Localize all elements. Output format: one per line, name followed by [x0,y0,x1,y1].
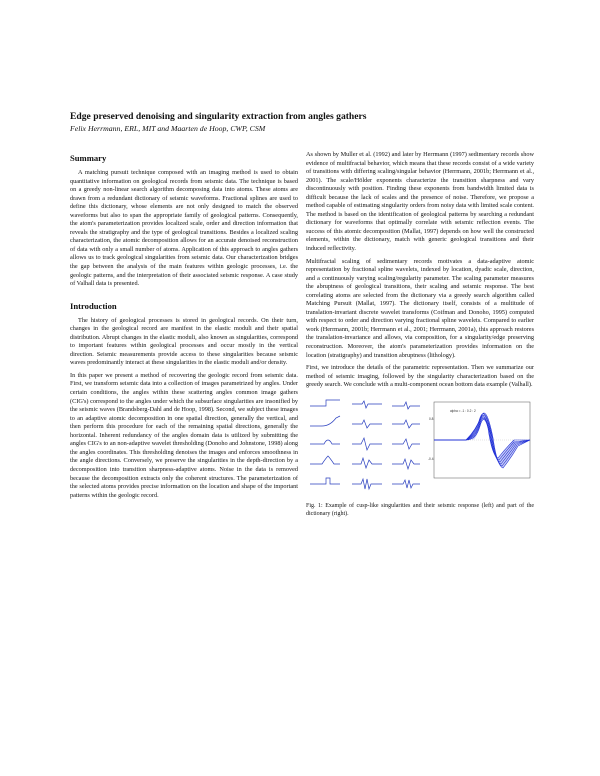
summary-text: A matching pursuit technique composed with an imaging method is used to obtain quantitative information on geological records from seismic data. The technique is based on a greedy non-linear search algorithm decomposing data into atoms. These atoms are drawn from a redundant dictionary of seismic waveforms. Fractional splines are used to define this dictionary, whose elements are not only designed to match the observed waveforms but also to span the appropriate family of geological patterns. Consequently, the atom's parameterization provides localized scale, order and direction information that reveals the stratigraphy and the type of geological transitions. Besides a localized scaling characterization, the atomic decomposition allows for an accurate denoised reconstruction of data with only a small number of atoms. Application of this approach to angles gathers allows us to track geological singularities from seismic data. Our characterization bridges the gap between the analysis of the main features within geologic processes, i.e. the geologic patterns, and the interpretation of their associated seismic response. A case study of Valhall data is presented. [70,169,298,288]
left-column [70,151,298,504]
cusp-response-1 [352,401,382,408]
dictionary-curve-3 [434,417,530,462]
alpha-range-label: alpha = -1 : 0.2 : 2 [450,408,476,413]
dictionary-curve-2 [434,418,530,460]
cusp-response-2 [352,420,382,428]
dictionary-curve-1 [434,419,530,458]
right-paragraph-1: As shown by Muller et al. (1992) and later by Herrmann (1997) sedimentary records show evidence of multifractal behavior, which means that these records consist of a wide variety of transitions with differing scaling/singular behavior (Herrmann, 2001b; Herrmann et al., 2001). The scale/Hölder exponents characterize the transition sharpness and vary discontinuously with position. Finding these exponents from bandwidth limited data is difficult because the lack of scales and the presence of noise. Therefore, we propose a method capable of estimating singularity orders from noisy data with limited scale content. The method is based on the identification of geological patterns by searching a redundant dictionary for waveforms that optimally correlate with seismic reflection events. The success of this atomic decomposition (Mallat, 1997) depends on how well the constructed elements, within the dictionary, match with generic geological transitions and their induced reflectivity. [306,151,534,253]
cusp-profile-3 [310,440,340,444]
tick-top: 0.8 [429,416,434,421]
dictionary-wave-3 [392,439,420,449]
introduction-paragraph-2: In this paper we present a method of recovering the geologic record from seismic data. First, we transform seismic data into a collection of images parametrized by angles. Under certain conditions, the angles within these scattering angles common image gathers (CIG's) correspond to the angles under which the subsurface singularities are insonified by the seismic waves (Brandsberg-Dahl and de Hoop, 1998). Second, we subject these images to an adaptive atomic decomposition in one spatial direction, generally the vertical, and then perform this procedure for each of the remaining spatial directions, generally the horizontal. Inherent redundancy of the angles domain data is utilized by submitting the angles CIG's to an non-adaptive wavelet thresholding (Donoho and Johnstone, 1998) along the angles coordinates. This thresholding denoises the images and enforces smoothness in the angle directions. Conversely, we preserve the singularities in the depth-direction by a decomposition into transition sharpness-adaptive atoms. Noise in the data is removed because the decomposition extracts only the coherent structures. The parameterization of the selected atoms provides precise information on the location and shape of the important patterns within the geologic record. [70,371,298,499]
cusp-profile-4 [310,456,340,464]
introduction-paragraph-1: The history of geological processes is stored in geological records. On their turn, changes in the geological record are manifest in the elastic moduli and their spatial distribution. Abrupt changes in the elastic moduli, also known as singularities, correspond to important features within geological processes and occur mostly in the vertical direction. Seismic measurements provide access to these singularities because seismic waves predominantly interact at these singularities in the elastic moduli and/or density. [70,316,298,367]
introduction-heading: Introduction [70,300,117,311]
summary-heading: Summary [70,153,107,163]
cusp-profile-1 [310,400,340,406]
cusp-response-5 [352,479,382,489]
cusp-singularities-plot [306,398,424,498]
dictionary-wave-5 [392,480,420,488]
dictionary-wave-2 [392,420,420,428]
cusp-profile-2 [310,416,340,426]
dictionary-wave-1 [392,402,420,409]
right-paragraph-3: First, we introduce the details of the parametric representation. Then we summarize our method of seismic imaging, followed by the singularity characterization based on the greedy search. We conclude with a multi-component ocean bottom data example (Valhall). [306,364,534,389]
paper-title: Edge preserved denoising and singularity extraction from angles gathers [70,111,367,122]
dictionary-plot [428,398,534,498]
tick-bottom: -0.4 [428,456,434,461]
dictionary-wave-4 [392,459,420,469]
cusp-response-3 [352,438,382,450]
paper-authors: Felix Herrmann, ERL, MIT and Maarten de Hoop, CWP, CSM [70,124,266,133]
figure-1 [306,398,536,517]
right-column [306,151,534,517]
cusp-profile-5 [310,478,340,484]
dictionary-curve-4 [434,415,530,464]
figure-caption: Fig. 1: Example of cusp-like singularities and their seismic response (left) and part of the dictionary (right). [306,502,534,517]
cusp-response-4 [352,458,382,468]
right-paragraph-2: Multifractal scaling of sedimentary records motivates a data-adaptive atomic representation by fractional spline wavelets, indexed by location, dyadic scale, direction, and a continuously varying scaling/regularity parameter. The scaling parameter measures the abruptness of geological transitions, their scaling and seismic response. The best correlating atoms are selected from the dictionary via a greedy search algorithm called Matching Pursuit (Mallat, 1997). The dictionary itself, consists of a multitude of translation-invariant discrete wavelet transforms (Coifman and Donoho, 1995) computed with respect to order and direction varying fractional spline wavelets. Compared to earlier work (Herrmann, 2001b; Herrmann et al., 2001; Herrmann, 2001a), this approach restores the translation-invariance and allows, via composition, for a singularity/edge preserving reconstruction. Moreover, the atom's parameterization provides information on the location (stratigraphy) and transition abruptness (lithology). [306,257,534,359]
